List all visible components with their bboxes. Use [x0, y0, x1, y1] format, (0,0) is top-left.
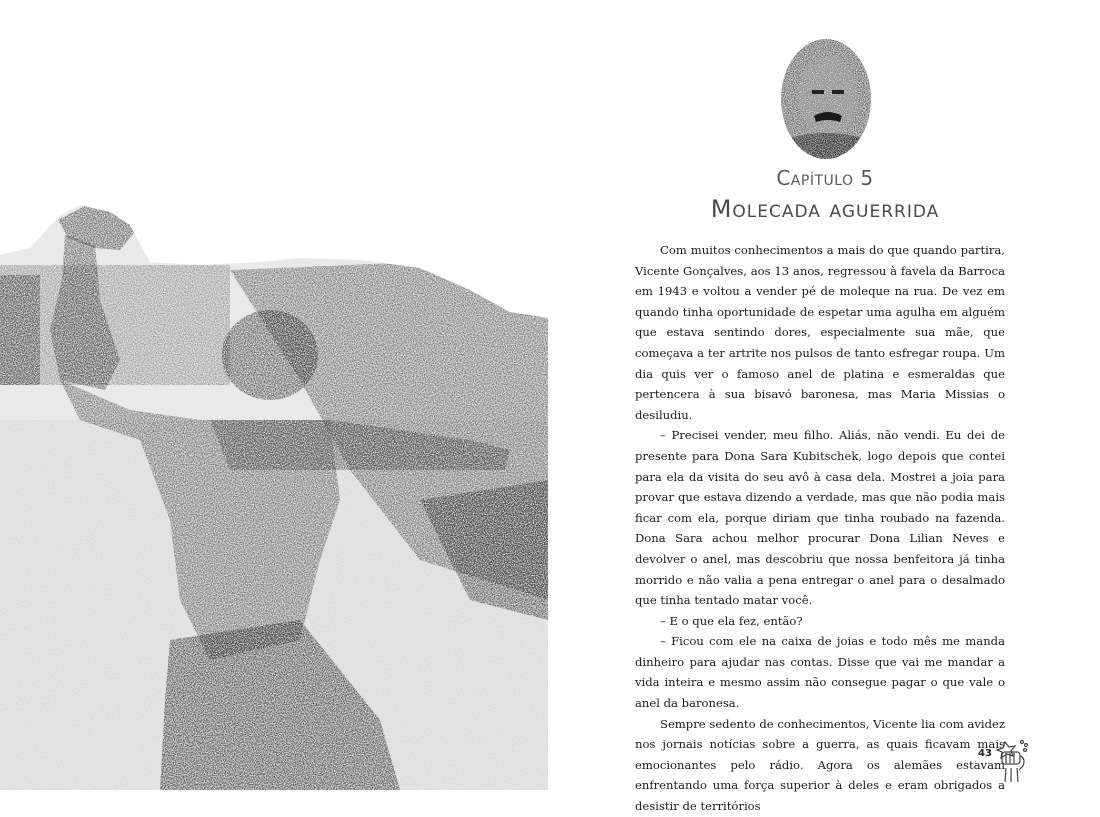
paragraph: – Ficou com ele na caixa de joias e todo mês me manda dinheiro para ajudar nas contas. Disse que vai me mandar a vida inteira e mesmo assim não consegue pagar o que vale o anel da baronesa.: [635, 634, 1005, 711]
page-footer: [978, 736, 1038, 786]
paragraph: – E o que ela fez, então?: [660, 613, 803, 628]
page-number: 43: [978, 748, 992, 759]
paragraph: Com muitos conhecimentos a mais do que quando partira, Vicente Gonçalves, aos 13 anos, regressou à favela da Barroca em 1943 e voltou a vender pé de moleque na rua. De vez em quando tinha oportunidade de espetar uma agulha em alguém que estava sentindo dores, especialmente sua mãe, que começava a ter artrite nos pulsos de tanto esfregar roupa. Um dia quis ver o famoso anel de platina e esmeraldas que pertencera à sua bisavó baronesa, mas Maria Missias o desiludiu.: [635, 243, 1005, 422]
chapter-label: Capítulo 5: [776, 166, 874, 190]
boy-throwing-stone-photo: [0, 0, 550, 790]
chapter-body: [635, 240, 1005, 817]
right-page: [550, 0, 1100, 814]
paragraph: – Precisei vender, meu filho. Aliás, não vendi. Eu dei de presente para Dona Sara Kubitschek, logo depois que contei para ela da visita do seu avô à casa dela. Mostrei a joia para provar que estava dizendo a verdade, mas que não podia mais ficar com ela, porque diriam que tinha roubado na fazenda. Dona Sara achou melhor procurar Dona Lilian Neves e devolver o anel, mas descobriu que nossa benfeitora já tinha morrido e não valia a pena entregar o anel para o desalmado que tinha tentado matar você.: [635, 428, 1005, 608]
chapter-title: Molecada aguerrida: [710, 195, 940, 223]
paragraph: Sempre sedento de conhecimentos, Vicente lia com avidez nos jornais notícias sobre a guerra, as quais ficavam mais emocionantes pelo rádio. Agora os alemães estavam enfrentando uma força superior à deles e eram obrigados a desistir de territórios: [635, 716, 1005, 814]
raised-fist-icon: [993, 736, 1033, 784]
man-portrait-icon: [780, 38, 872, 160]
left-page: [0, 0, 550, 790]
